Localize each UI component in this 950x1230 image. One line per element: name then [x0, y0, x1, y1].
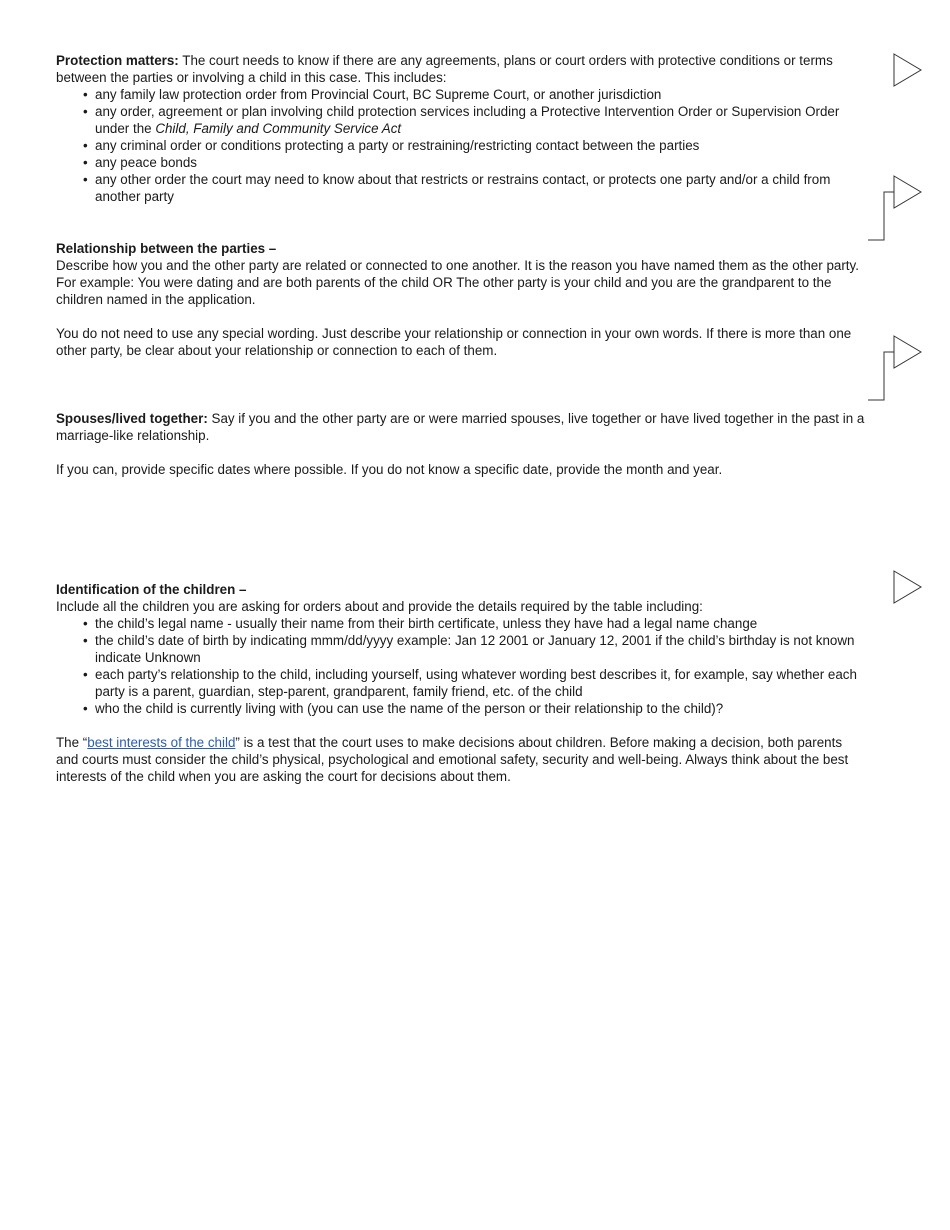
- best-interests-link[interactable]: best interests of the child: [87, 735, 236, 750]
- pointer-arrow-icon: [894, 54, 921, 86]
- protection-list: [56, 86, 866, 205]
- best-interests-paragraph: [56, 734, 866, 785]
- pointer-arrows: [860, 0, 930, 640]
- protection-section: [56, 52, 866, 205]
- relationship-section: [56, 240, 866, 359]
- children-intro: Include all the children you are asking for orders about and provide the details required by the table including:: [56, 599, 703, 614]
- protection-heading: Protection matters:: [56, 53, 179, 68]
- list-item: • who the child is currently living with (you can use the name of the person or their relationship to the child)?: [56, 700, 866, 717]
- spouses-intro: Say if you and the other party are or were married spouses, live together or have lived together in the past in a marriage-like relationship.: [56, 411, 865, 443]
- children-section: [56, 581, 866, 785]
- spouses-heading: Spouses/lived together:: [56, 411, 208, 426]
- connector-line: [868, 192, 894, 240]
- act-name: Child, Family and Community Service Act: [155, 121, 402, 136]
- list-item: • any other order the court may need to know about that restricts or restrains contact, or protects one party and/or a child from another party: [56, 171, 866, 205]
- list-item: [56, 103, 866, 137]
- spouses-section: [56, 410, 866, 478]
- children-list: [56, 615, 866, 717]
- protection-paragraph: [56, 52, 866, 86]
- relationship-paragraph-2: You do not need to use any special wording. Just describe your relationship or connection in your own words. If there is more than one other party, be clear about your relationship or connection to each of them.: [56, 326, 852, 358]
- spouses-paragraph: [56, 410, 866, 444]
- pointer-arrow-icon: [894, 336, 921, 368]
- list-item: • the child’s date of birth by indicating mmm/dd/yyyy example: Jan 12 2001 or January 12, 2001 if the child’s birthday is not known indicate Unknown: [56, 632, 866, 666]
- best-interests-before: The “: [56, 735, 88, 750]
- best-interests-after: ” is a test that the court uses to make decisions about children. Before making a decision, both parents and courts must consider the child’s physical, psychological and emotional safety, security and well-being. Always think about the best interests of the child when you are asking the court for decisions about them.: [56, 735, 849, 784]
- relationship-paragraph-1: Describe how you and the other party are related or connected to one another. It is the reason you have named them as the other party. For example: You were dating and are both parents of the child OR The other party is your child and you are the grandparent to the children named in the application.: [56, 258, 859, 307]
- pointer-arrow-icon: [894, 176, 921, 208]
- spouses-paragraph-2: If you can, provide specific dates where possible. If you do not know a specific date, provide the month and year.: [56, 462, 723, 477]
- list-item: • any criminal order or conditions protecting a party or restraining/restricting contact between the parties: [56, 137, 866, 154]
- children-heading: Identification of the children –: [56, 582, 247, 597]
- list-item-text: any order, agreement or plan involving child protection services including a Protective Intervention Order or Supervision Order under the: [95, 104, 840, 136]
- list-item: • any peace bonds: [56, 154, 866, 171]
- list-item: • the child’s legal name - usually their name from their birth certificate, unless they have had a legal name change: [56, 615, 866, 632]
- connector-line: [868, 352, 894, 400]
- pointer-arrow-icon: [894, 571, 921, 603]
- relationship-heading: Relationship between the parties –: [56, 241, 277, 256]
- list-item: • any family law protection order from Provincial Court, BC Supreme Court, or another jurisdiction: [56, 86, 866, 103]
- list-item: • each party’s relationship to the child, including yourself, using whatever wording best describes it, for example, say whether each party is a parent, guardian, step-parent, grandparent, family friend, etc. of the child: [56, 666, 866, 700]
- protection-intro: The court needs to know if there are any agreements, plans or court orders with protective conditions or terms between the parties or involving a child in this case. This includes:: [56, 53, 833, 85]
